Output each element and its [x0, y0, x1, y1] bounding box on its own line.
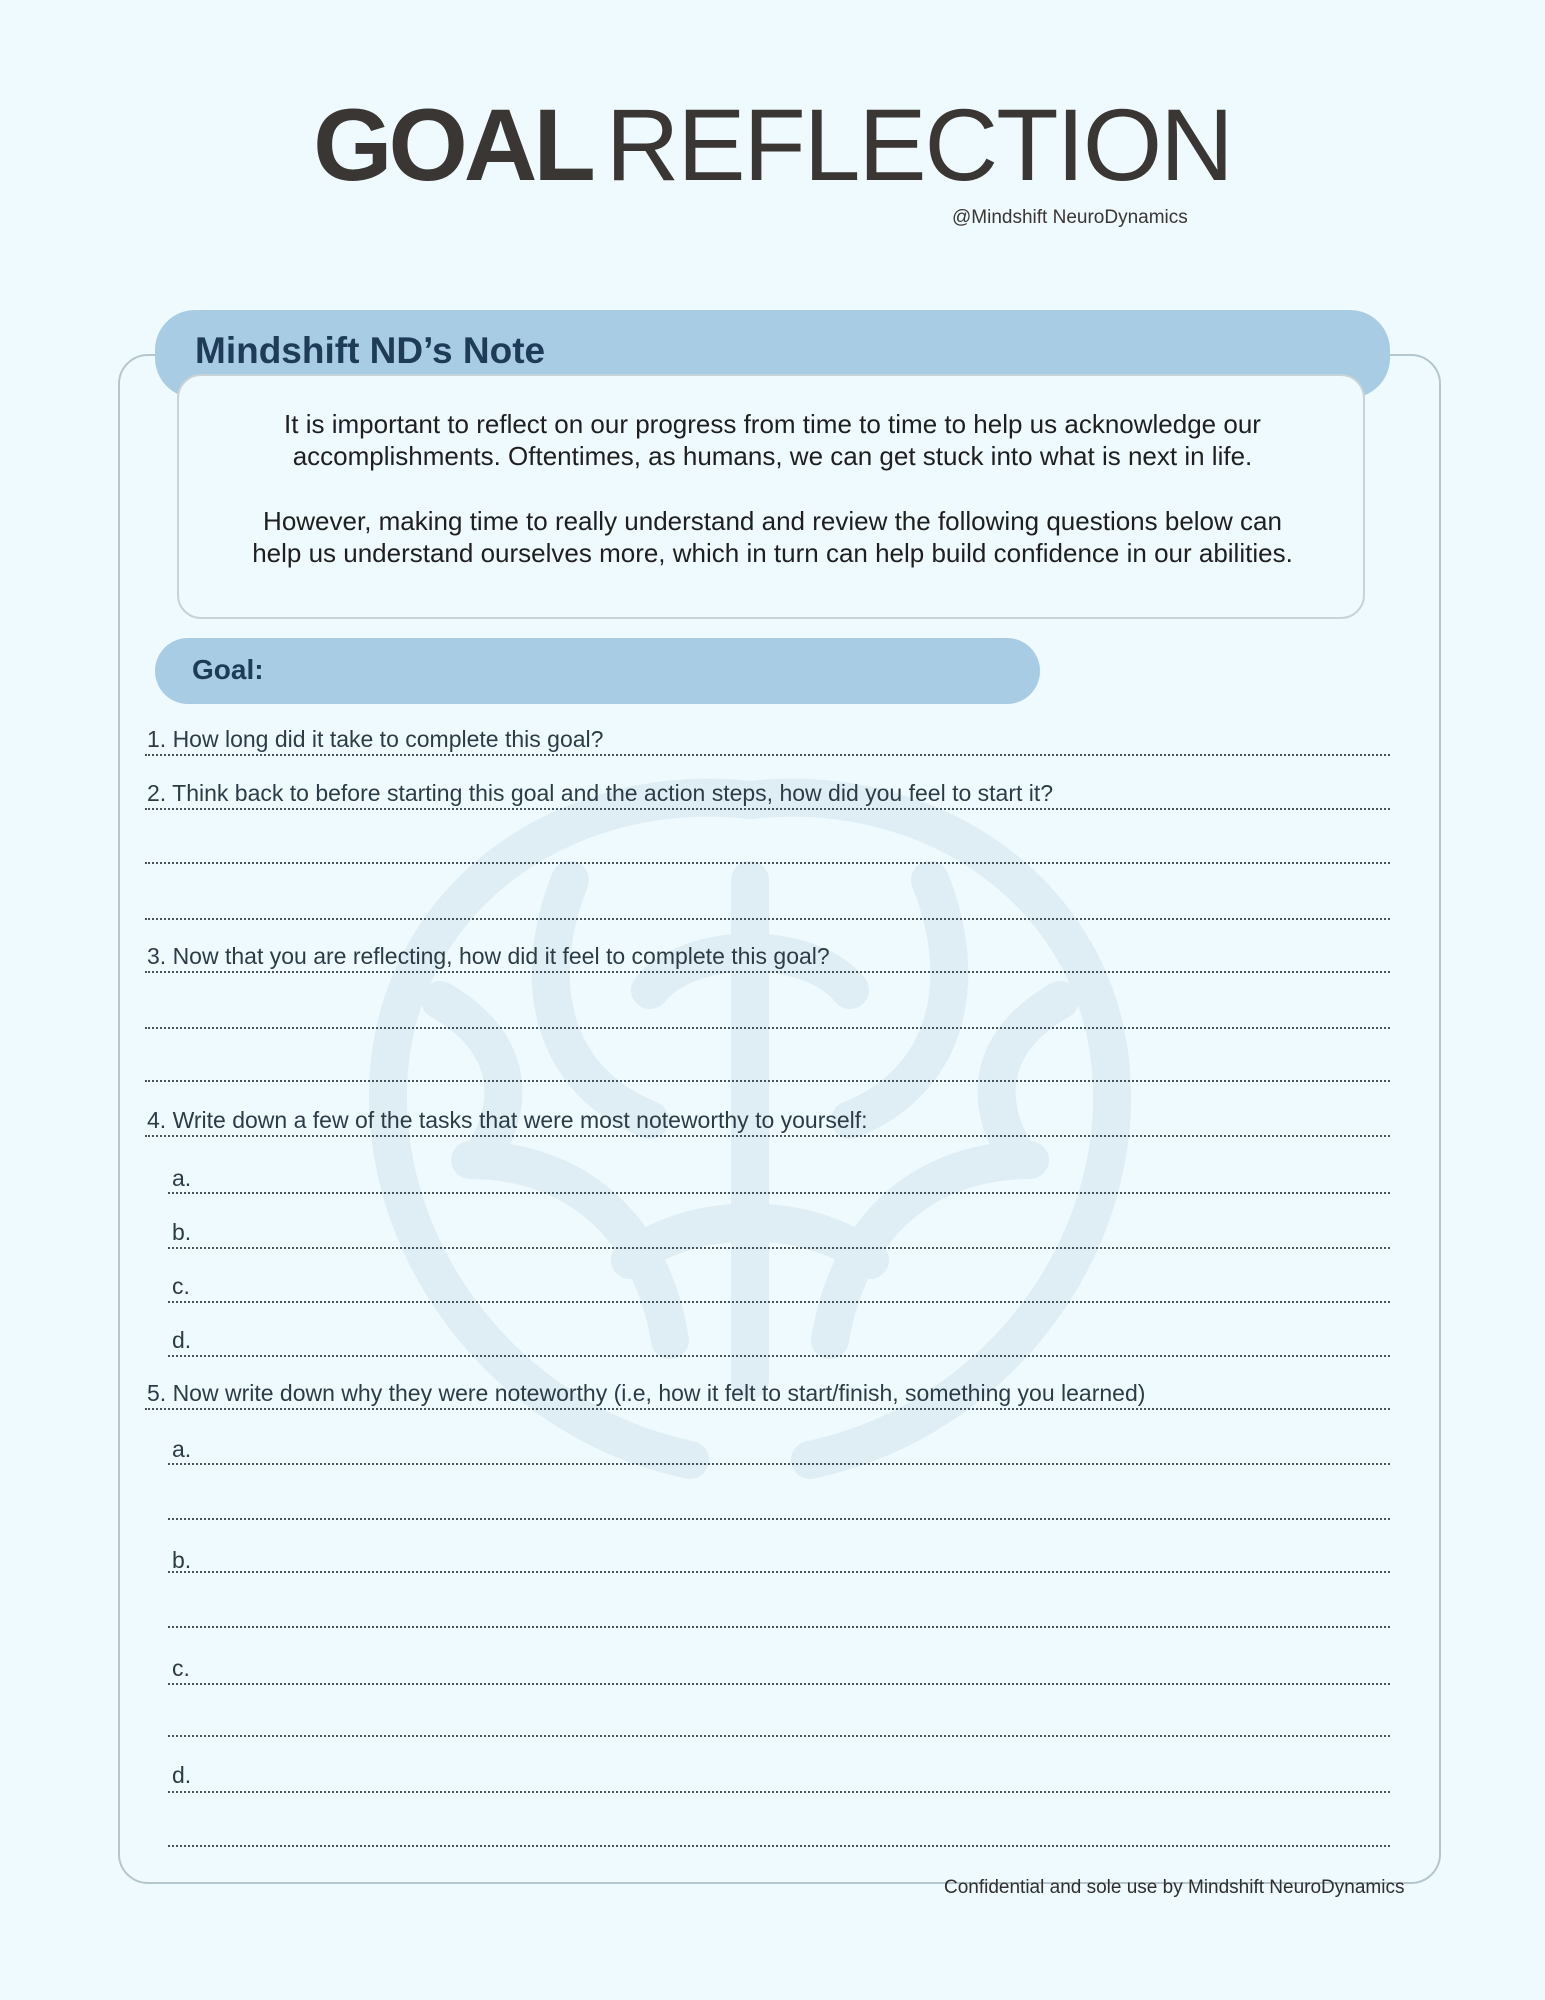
- answer-line-q5-a-2[interactable]: [168, 1518, 1390, 1520]
- question-5: 5. Now write down why they were noteworthy (i.e, how it felt to start/finish, something you learned): [147, 1380, 1146, 1406]
- q5-item-d: d.: [172, 1762, 192, 1788]
- answer-line-q1[interactable]: [145, 754, 1390, 756]
- answer-line-q5-c-2[interactable]: [168, 1735, 1390, 1737]
- goal-bar: [155, 638, 1040, 704]
- q5-item-b: b.: [172, 1547, 192, 1573]
- answer-line-q2-3[interactable]: [145, 918, 1390, 920]
- q5-item-c: c.: [172, 1655, 190, 1681]
- author-handle: @Mindshift NeuroDynamics: [952, 207, 1188, 228]
- footer-text: Confidential and sole use by Mindshift NeuroDynamics: [944, 1877, 1405, 1898]
- answer-line-q5-c-1[interactable]: [168, 1683, 1390, 1685]
- q4-item-c: c.: [172, 1273, 190, 1299]
- note-p2-line2: help us understand ourselves more, which in turn can help build confidence in our abilities.: [252, 538, 1293, 568]
- answer-line-q2-1[interactable]: [145, 808, 1390, 810]
- page-title: [0, 90, 1545, 200]
- title-bold: GOAL: [313, 88, 592, 202]
- note-title: Mindshift ND’s Note: [195, 330, 546, 371]
- answer-line-q5-b-1[interactable]: [168, 1571, 1390, 1573]
- q5-item-a: a.: [172, 1436, 192, 1462]
- question-4: 4. Write down a few of the tasks that were most noteworthy to yourself:: [147, 1107, 868, 1133]
- note-p2-line1: However, making time to really understand and review the following questions below can: [263, 506, 1282, 536]
- q4-item-a: a.: [172, 1165, 192, 1191]
- answer-line-q4-c[interactable]: [168, 1301, 1390, 1303]
- answer-line-q4-d[interactable]: [168, 1355, 1390, 1357]
- question-3: 3. Now that you are reflecting, how did it feel to complete this goal?: [147, 943, 830, 969]
- answer-line-q3-1[interactable]: [145, 971, 1390, 973]
- note-p1-line1: It is important to reflect on our progress from time to time to help us acknowledge our: [284, 409, 1261, 439]
- answer-line-q4-b[interactable]: [168, 1247, 1390, 1249]
- question-2: 2. Think back to before starting this goal and the action steps, how did you feel to start it?: [147, 780, 1054, 806]
- q4-item-d: d.: [172, 1327, 192, 1353]
- note-p1-line2: accomplishments. Oftentimes, as humans, we can get stuck into what is next in life.: [292, 441, 1253, 471]
- goal-label: Goal:: [192, 654, 264, 685]
- answer-line-q3-2[interactable]: [145, 1027, 1390, 1029]
- answer-line-q4[interactable]: [145, 1135, 1390, 1137]
- answer-line-q5-d-1[interactable]: [168, 1791, 1390, 1793]
- answer-line-q3-3[interactable]: [145, 1080, 1390, 1082]
- answer-line-q5-d-2[interactable]: [168, 1845, 1390, 1847]
- answer-line-q4-a[interactable]: [168, 1192, 1390, 1194]
- answer-line-q5-a-1[interactable]: [168, 1463, 1390, 1465]
- question-1: 1. How long did it take to complete this goal?: [147, 726, 604, 752]
- answer-line-q2-2[interactable]: [145, 862, 1390, 864]
- answer-line-q5[interactable]: [145, 1408, 1390, 1410]
- q4-item-b: b.: [172, 1219, 192, 1245]
- title-light: REFLECTION: [605, 88, 1232, 202]
- answer-line-q5-b-2[interactable]: [168, 1626, 1390, 1628]
